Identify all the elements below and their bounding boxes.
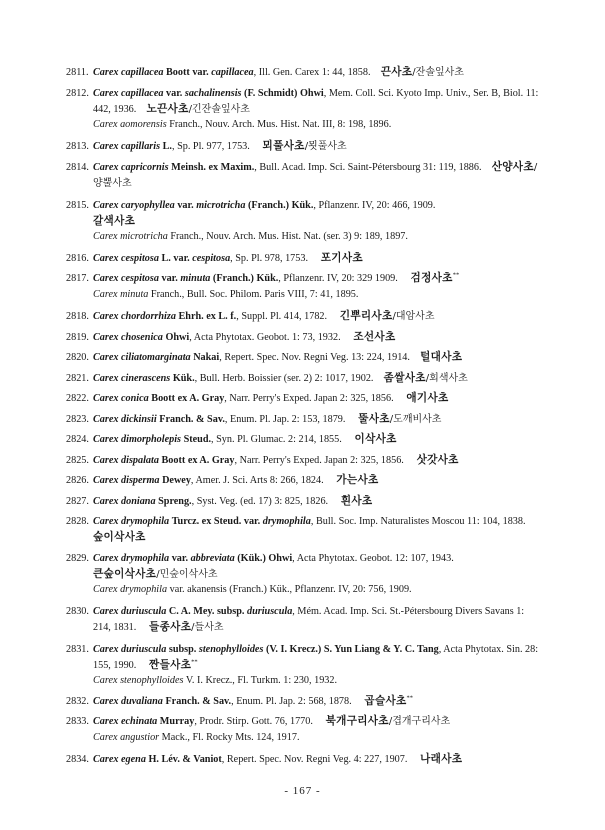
korean-name: 큰숲이삭사초 bbox=[93, 567, 157, 580]
endemic-mark: ** bbox=[406, 694, 414, 702]
entry-number: 2813. bbox=[66, 141, 89, 152]
synonym-citation: Franch., Bull. Soc. Philom. Paris VIII, 7: 41, 1895. bbox=[148, 288, 359, 300]
korean-name: 짠들사초 bbox=[149, 658, 192, 671]
rank: var. bbox=[166, 88, 183, 99]
korean-name: 끈사초 bbox=[380, 66, 413, 78]
list-item bbox=[66, 604, 542, 635]
synonym-name: Carex aomorensis bbox=[93, 119, 167, 131]
citation: , Repert. Spec. Nov. Regni Veg. 13: 224, 1914. bbox=[219, 352, 410, 363]
korean-name: 뚤사초 bbox=[358, 413, 390, 425]
list-item bbox=[66, 642, 542, 689]
list-item bbox=[66, 198, 542, 245]
infra-name: duriuscula bbox=[247, 606, 293, 617]
korean-name: 조선사초 bbox=[353, 331, 396, 343]
page-number: - 167 - bbox=[284, 785, 321, 797]
list-item bbox=[66, 65, 542, 81]
citation: , Acta Phytotax. Geobot. 1: 73, 1932. bbox=[189, 332, 341, 343]
entry-number: 2815. bbox=[66, 200, 89, 211]
taxon-name: Carex capillacea bbox=[93, 67, 164, 78]
synonym-name: Carex minuta bbox=[93, 288, 149, 300]
citation: , Sp. Pl. 977, 1753. bbox=[171, 141, 250, 152]
alt-korean-name: /겹개구리사초 bbox=[388, 716, 451, 727]
author: Steud. bbox=[183, 434, 212, 445]
author: Ehrh. ex L. f. bbox=[178, 311, 237, 322]
infra-name: sachalinensis bbox=[184, 88, 242, 99]
alt-korean-name: /회색사초 bbox=[425, 373, 468, 384]
list-item bbox=[66, 271, 542, 302]
taxon-name: Carex drymophila bbox=[93, 553, 170, 564]
citation: , Prodr. Stirp. Gott. 76, 1770. bbox=[194, 716, 313, 727]
taxon-name: Carex caryophyllea bbox=[93, 200, 175, 211]
author: Franch. & Sav. bbox=[165, 696, 232, 707]
citation: , Bull. Acad. Imp. Sci. Saint-Pétersbourg 31: 119, 1886. bbox=[254, 162, 482, 173]
infra-author: (Franch.) Kük. bbox=[248, 200, 314, 211]
korean-name: 나래사초 bbox=[420, 753, 463, 765]
taxon-name: Carex chosenica bbox=[93, 332, 163, 343]
taxon-name: Carex disperma bbox=[93, 475, 160, 486]
rank: var. bbox=[243, 516, 261, 527]
list-item bbox=[66, 752, 542, 768]
infra-name: cespitosa bbox=[192, 253, 231, 264]
taxon-name: Carex duriuscula bbox=[93, 644, 167, 655]
synonym-citation: var. akanensis (Franch.) Kük., Pflanzenr. IV, 20: 756, 1909. bbox=[167, 584, 412, 596]
citation: , Acta Phytotax. Geobot. 12: 107, 1943. bbox=[292, 553, 454, 564]
alt-korean-name: /들사초 bbox=[191, 621, 224, 633]
taxon-name: Carex egena bbox=[93, 754, 146, 765]
entry-number: 2824. bbox=[66, 434, 89, 445]
entry-number: 2831. bbox=[66, 644, 89, 655]
alt-korean-name: /민숲이삭사초 bbox=[156, 568, 218, 580]
synonym bbox=[93, 117, 542, 133]
rank: var. bbox=[171, 553, 189, 564]
entry-number: 2814. bbox=[66, 162, 89, 173]
infra-name: drymophila bbox=[262, 516, 311, 527]
list-item bbox=[66, 412, 542, 428]
entry-number: 2830. bbox=[66, 606, 89, 617]
author: L. bbox=[162, 141, 172, 152]
taxon-name: Carex duriuscula bbox=[93, 606, 167, 617]
citation: , Narr. Perry's Exped. Japan 2: 325, 1856. bbox=[224, 393, 394, 404]
korean-name: 노끈사초 bbox=[146, 102, 189, 115]
taxon-name: Carex dickinsii bbox=[93, 414, 157, 425]
synonym-citation: Franch., Nouv. Arch. Mus. Hist. Nat. III, 8: 198, 1896. bbox=[166, 119, 392, 131]
citation: , Mém. Acad. Imp. Sci. St.-Pétersbourg Divers Savans 1: 214, 1831. bbox=[93, 606, 525, 633]
list-item bbox=[66, 694, 542, 710]
rank: var. bbox=[173, 253, 190, 264]
author: Meinsh. ex Maxim. bbox=[171, 162, 255, 173]
citation: , Amer. J. Sci. Arts 8: 266, 1824. bbox=[190, 475, 324, 486]
korean-name: 애기사초 bbox=[406, 392, 449, 404]
infra-author: (Kük.) Ohwi bbox=[237, 553, 293, 564]
taxon-name: Carex drymophila bbox=[93, 516, 170, 527]
korean-name: 이삭사초 bbox=[354, 433, 397, 445]
entry-number: 2823. bbox=[66, 414, 89, 425]
citation: , Narr. Perry's Exped. Japan 2: 325, 1856. bbox=[234, 455, 404, 466]
rank: var. bbox=[161, 273, 178, 284]
taxon-name: Carex cespitosa bbox=[93, 273, 159, 284]
taxon-name: Carex capillaris bbox=[93, 141, 161, 152]
author: Ohwi bbox=[165, 332, 190, 343]
taxon-name: Carex capillacea bbox=[93, 88, 164, 99]
korean-name: 포기사초 bbox=[320, 252, 363, 264]
synonym-name: Carex drymophila bbox=[93, 584, 168, 596]
author: Dewey bbox=[162, 475, 191, 486]
synonym-citation: Franch., Nouv. Arch. Mus. Hist. Nat. (ser. 3) 9: 189, 1897. bbox=[167, 231, 408, 243]
entry-number: 2812. bbox=[66, 88, 89, 99]
synonym bbox=[93, 730, 542, 746]
list-item bbox=[66, 473, 542, 489]
citation: , Acta Phytotax. Sin. 28: 155, 1990. bbox=[93, 644, 539, 671]
citation: , Pflanzenr. IV, 20: 466, 1909. bbox=[313, 200, 436, 211]
infra-author: (F. Schmidt) Ohwi bbox=[244, 88, 324, 99]
synonym-citation: Mack., Fl. Rocky Mts. 124, 1917. bbox=[159, 731, 300, 743]
author: Nakai bbox=[193, 352, 220, 363]
korean-name: 삿갓사초 bbox=[416, 454, 459, 466]
endemic-mark: ** bbox=[452, 271, 460, 279]
infra-name: abbreviata bbox=[190, 553, 235, 564]
korean-name: 들종사초 bbox=[149, 620, 192, 633]
taxon-name: Carex conica bbox=[93, 393, 149, 404]
list-item bbox=[66, 551, 542, 598]
list-item bbox=[66, 251, 542, 267]
list-item bbox=[66, 432, 542, 448]
korean-name: 검정사초 bbox=[410, 272, 453, 284]
author: Boott ex A. Gray bbox=[151, 393, 225, 404]
infra-author: (V. I. Krecz.) S. Yun Liang & Y. C. Tang bbox=[265, 644, 439, 655]
citation: , Syn. Pl. Glumac. 2: 214, 1855. bbox=[211, 434, 342, 445]
taxon-name: Carex cespitosa bbox=[93, 253, 159, 264]
entry-number: 2820. bbox=[66, 352, 89, 363]
citation: , Bull. Soc. Imp. Naturalistes Moscou 11: 104, 1838. bbox=[310, 516, 526, 527]
citation: , Pflanzenr. IV, 20: 329 1909. bbox=[278, 273, 398, 284]
entry-number: 2811. bbox=[66, 67, 89, 78]
synonym bbox=[93, 673, 542, 689]
author: Spreng. bbox=[158, 496, 192, 507]
rank: subsp. bbox=[216, 606, 245, 617]
list-item bbox=[66, 330, 542, 346]
entry-number: 2829. bbox=[66, 553, 89, 564]
taxon-name: Carex dispalata bbox=[93, 455, 159, 466]
korean-name: 산양사초 bbox=[491, 161, 534, 173]
alt-korean-name: /대암사초 bbox=[392, 311, 435, 322]
taxon-name: Carex capricornis bbox=[93, 162, 169, 173]
infra-author: (Franch.) Kük. bbox=[212, 273, 279, 284]
infra-name: microtricha bbox=[196, 200, 246, 211]
alt-korean-name: /긴잔솔잎사초 bbox=[188, 103, 250, 115]
entry-number: 2833. bbox=[66, 716, 89, 727]
synonym-name: Carex microtricha bbox=[93, 231, 168, 243]
taxon-name: Carex echinata bbox=[93, 716, 158, 727]
list-item bbox=[66, 139, 542, 155]
entry-number: 2827. bbox=[66, 496, 89, 507]
author: Turcz. ex Steud. bbox=[171, 516, 242, 527]
list-item bbox=[66, 494, 542, 510]
korean-name: 흰사초 bbox=[340, 495, 373, 507]
citation: , Sp. Pl. 978, 1753. bbox=[230, 253, 309, 264]
rank: var. bbox=[177, 200, 194, 211]
alt-korean-name: /묏풀사초 bbox=[304, 141, 347, 152]
taxon-name: Carex chordorrhiza bbox=[93, 311, 176, 322]
entry-number: 2822. bbox=[66, 393, 89, 404]
list-item bbox=[66, 350, 542, 366]
synonym-citation: V. I. Krecz., Fl. Turkm. 1: 230, 1932. bbox=[183, 675, 338, 687]
infra-name: capillacea bbox=[211, 67, 254, 78]
korean-name: 긴뿌리사초 bbox=[339, 310, 393, 322]
taxon-name: Carex dimorpholepis bbox=[93, 434, 182, 445]
entry-number: 2834. bbox=[66, 754, 89, 765]
author: H. Lév. & Vaniot bbox=[148, 754, 222, 765]
korean-name: 곱슬사초 bbox=[364, 695, 407, 707]
list-item bbox=[66, 391, 542, 407]
author: Murray bbox=[159, 716, 195, 727]
citation: , Enum. Pl. Jap. 2: 568, 1878. bbox=[231, 696, 352, 707]
author: C. A. Mey. bbox=[168, 606, 215, 617]
infra-name: stenophylloides bbox=[198, 644, 264, 655]
korean-name: 털대사초 bbox=[420, 351, 463, 363]
citation: , Ill. Gen. Carex 1: 44, 1858. bbox=[253, 67, 371, 78]
author: Boott ex A. Gray bbox=[161, 455, 235, 466]
citation: , Mem. Coll. Sci. Kyoto Imp. Univ., Ser. B, Biol. 11: 442, 1936. bbox=[93, 88, 539, 115]
citation: , Enum. Pl. Jap. 2: 153, 1879. bbox=[224, 414, 346, 425]
korean-name: 숲이삭사초 bbox=[93, 530, 146, 543]
author: Kük. bbox=[172, 373, 195, 384]
citation: , Syst. Veg. (ed. 17) 3: 825, 1826. bbox=[191, 496, 329, 507]
list-item bbox=[66, 714, 542, 745]
list-item bbox=[66, 453, 542, 469]
alt-korean-name: /양뿔사초 bbox=[93, 162, 538, 189]
author: L. bbox=[161, 253, 171, 264]
taxon-name: Carex duvaliana bbox=[93, 696, 163, 707]
korean-name: 갈색사초 bbox=[93, 214, 136, 227]
korean-name: 북개구리사초 bbox=[325, 715, 389, 727]
rank: var. bbox=[192, 67, 209, 78]
entry-number: 2825. bbox=[66, 455, 89, 466]
taxon-name: Carex cinerascens bbox=[93, 373, 171, 384]
alt-korean-name: /도깨비사초 bbox=[389, 414, 442, 425]
list-item bbox=[66, 371, 542, 387]
synonym bbox=[93, 287, 542, 303]
synonym-name: Carex angustior bbox=[93, 731, 160, 743]
entry-number: 2817. bbox=[66, 273, 89, 284]
list-item bbox=[66, 86, 542, 133]
author: Franch. & Sav. bbox=[159, 414, 225, 425]
taxon-name: Carex doniana bbox=[93, 496, 156, 507]
citation: , Suppl. Pl. 414, 1782. bbox=[236, 311, 328, 322]
entry-number: 2816. bbox=[66, 253, 89, 264]
entry-number: 2826. bbox=[66, 475, 89, 486]
synonym bbox=[93, 582, 542, 598]
infra-name: minuta bbox=[180, 273, 211, 284]
korean-name: 좀쌀사초 bbox=[383, 372, 426, 384]
author: Boott bbox=[166, 67, 190, 78]
alt-korean-name: /잔솔잎사초 bbox=[412, 67, 464, 78]
entry-number: 2819. bbox=[66, 332, 89, 343]
list-item bbox=[66, 514, 542, 545]
list-item bbox=[66, 309, 542, 325]
endemic-mark: ** bbox=[191, 658, 198, 666]
entry-number: 2828. bbox=[66, 516, 89, 527]
korean-name: 뫼풀사초 bbox=[262, 140, 305, 152]
entry-number: 2818. bbox=[66, 311, 89, 322]
citation: , Bull. Herb. Boissier (ser. 2) 2: 1017, 1902. bbox=[194, 373, 374, 384]
citation: , Repert. Spec. Nov. Regni Veg. 4: 227, 1907. bbox=[221, 754, 408, 765]
list-item bbox=[66, 160, 542, 191]
entry-number: 2821. bbox=[66, 373, 89, 384]
rank: subsp. bbox=[168, 644, 197, 655]
synonym-name: Carex stenophylloides bbox=[93, 675, 184, 687]
synonym bbox=[93, 229, 542, 245]
entry-number: 2832. bbox=[66, 696, 89, 707]
korean-name: 가는사초 bbox=[336, 474, 379, 486]
taxon-name: Carex ciliatomarginata bbox=[93, 352, 191, 363]
